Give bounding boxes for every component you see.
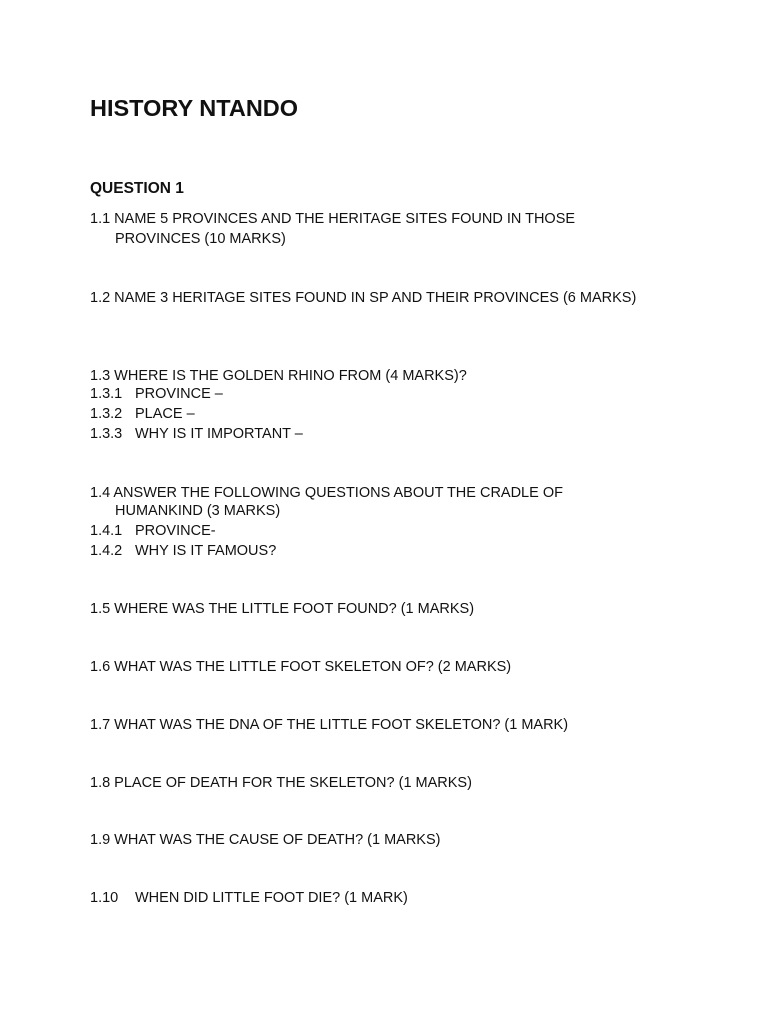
sub-number: 1.4.1 (90, 523, 123, 539)
question-1-7: 1.7 WHAT WAS THE DNA OF THE LITTLE FOOT SKELETON? (1 MARK) (90, 717, 569, 733)
question-text: WHEN DID LITTLE FOOT DIE? (1 MARK) (135, 890, 408, 906)
document-title: HISTORY NTANDO (90, 95, 299, 121)
question-1-3-3 (90, 425, 303, 443)
sub-number: 1.3.2 (90, 406, 123, 422)
question-1-4-line1: 1.4 ANSWER THE FOLLOWING QUESTIONS ABOUT THE CRADLE OF (90, 485, 563, 501)
question-1-6: 1.6 WHAT WAS THE LITTLE FOOT SKELETON OF? (2 MARKS) (90, 659, 512, 675)
question-1-3-1 (90, 385, 223, 403)
sub-text: WHY IS IT IMPORTANT – (135, 426, 303, 442)
question-1-1-line2: PROVINCES (10 MARKS) (115, 231, 286, 247)
question-1-1-line1: 1.1 NAME 5 PROVINCES AND THE HERITAGE SITES FOUND IN THOSE (90, 211, 576, 227)
sub-text: WHY IS IT FAMOUS? (135, 543, 277, 559)
question-1-2: 1.2 NAME 3 HERITAGE SITES FOUND IN SP AND THEIR PROVINCES (6 MARKS) (90, 290, 637, 306)
sub-number: 1.3.1 (90, 386, 123, 402)
question-1-4-2 (90, 542, 276, 560)
sub-text: PROVINCE – (135, 386, 223, 402)
question-1-4-1 (90, 522, 216, 540)
sub-number: 1.4.2 (90, 543, 123, 559)
question-number: 1.10 (90, 890, 119, 906)
question-1-9: 1.9 WHAT WAS THE CAUSE OF DEATH? (1 MARKS) (90, 832, 441, 848)
question-1-3-2 (90, 405, 195, 423)
question-1-4-line2: HUMANKIND (3 MARKS) (115, 503, 281, 519)
sub-text: PROVINCE- (135, 523, 216, 539)
sub-text: PLACE – (135, 406, 195, 422)
question-heading: QUESTION 1 (90, 180, 184, 197)
sub-number: 1.3.3 (90, 426, 123, 442)
question-1-10 (90, 889, 408, 907)
question-1-8: 1.8 PLACE OF DEATH FOR THE SKELETON? (1 MARKS) (90, 775, 472, 791)
question-1-3: 1.3 WHERE IS THE GOLDEN RHINO FROM (4 MARKS)? (90, 368, 467, 384)
question-1-5: 1.5 WHERE WAS THE LITTLE FOOT FOUND? (1 MARKS) (90, 601, 475, 617)
